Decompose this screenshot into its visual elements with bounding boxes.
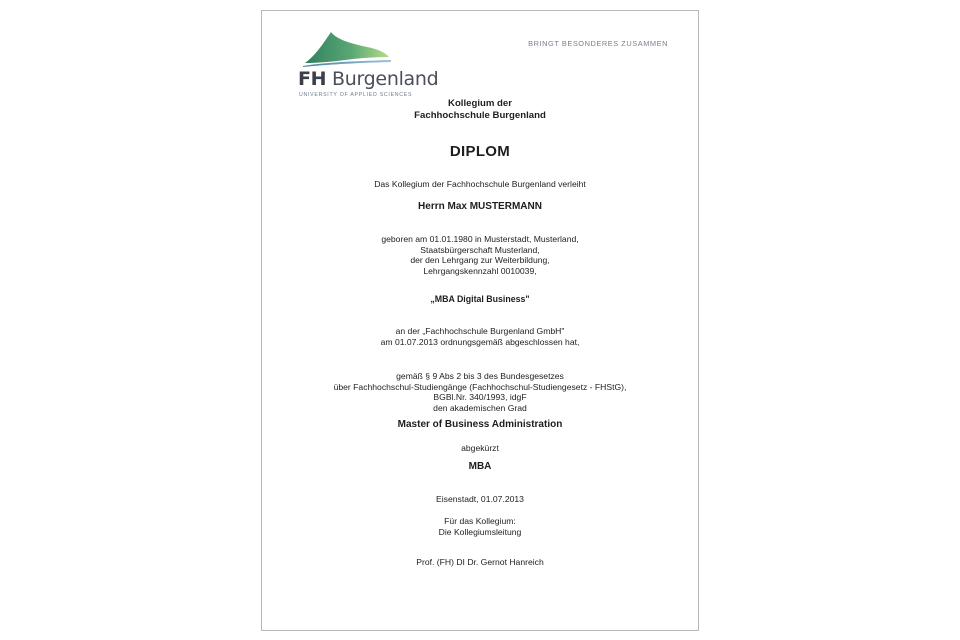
degree-name: Master of Business Administration bbox=[397, 419, 563, 430]
logo-subtitle: UNIVERSITY OF APPLIED SCIENCES bbox=[299, 92, 413, 98]
recipient-name: Herrn Max MUSTERMANN bbox=[418, 201, 542, 212]
birth-details: geboren am 01.01.1980 in Musterstadt, Musterland, Staatsbürgerschaft Musterland, der den Lehrgang zur Weiterbildung, Lehrgangskennzahl 0010039, bbox=[381, 234, 579, 276]
abbreviation-label: abgekürzt bbox=[461, 443, 499, 453]
college-heading: Kollegium der Fachhochschule Burgenland bbox=[414, 98, 546, 121]
program-name: „MBA Digital Business" bbox=[430, 294, 530, 304]
legal-basis: gemäß § 9 Abs 2 bis 3 des Bundesgesetzes über Fachhochschul-Studiengänge (Fachhochschul-Studiengesetz - FHStG), BGBl.Nr. 340/1993, idgF den akademischen Grad bbox=[333, 371, 627, 413]
place-and-date: Eisenstadt, 01.07.2013 bbox=[436, 494, 524, 504]
diploma-page bbox=[261, 10, 699, 631]
signature-caption: Für das Kollegium: Die Kollegiumsleitung bbox=[438, 516, 522, 537]
signatory-name: Prof. (FH) DI Dr. Gernot Hanreich bbox=[416, 557, 544, 567]
logo-wave-icon bbox=[301, 30, 393, 68]
fh-burgenland-logo bbox=[298, 30, 439, 100]
logo-wordmark: FH Burgenland bbox=[298, 68, 439, 90]
grants-line: Das Kollegium der Fachhochschule Burgenland verleiht bbox=[374, 179, 586, 189]
degree-abbreviation: MBA bbox=[468, 461, 492, 472]
document-title: DIPLOM bbox=[449, 143, 511, 160]
institution-details: an der „Fachhochschule Burgenland GmbH" am 01.07.2013 ordnungsgemäß abgeschlossen hat, bbox=[380, 326, 580, 347]
tagline: BRINGT BESONDERES ZUSAMMEN bbox=[528, 39, 668, 48]
